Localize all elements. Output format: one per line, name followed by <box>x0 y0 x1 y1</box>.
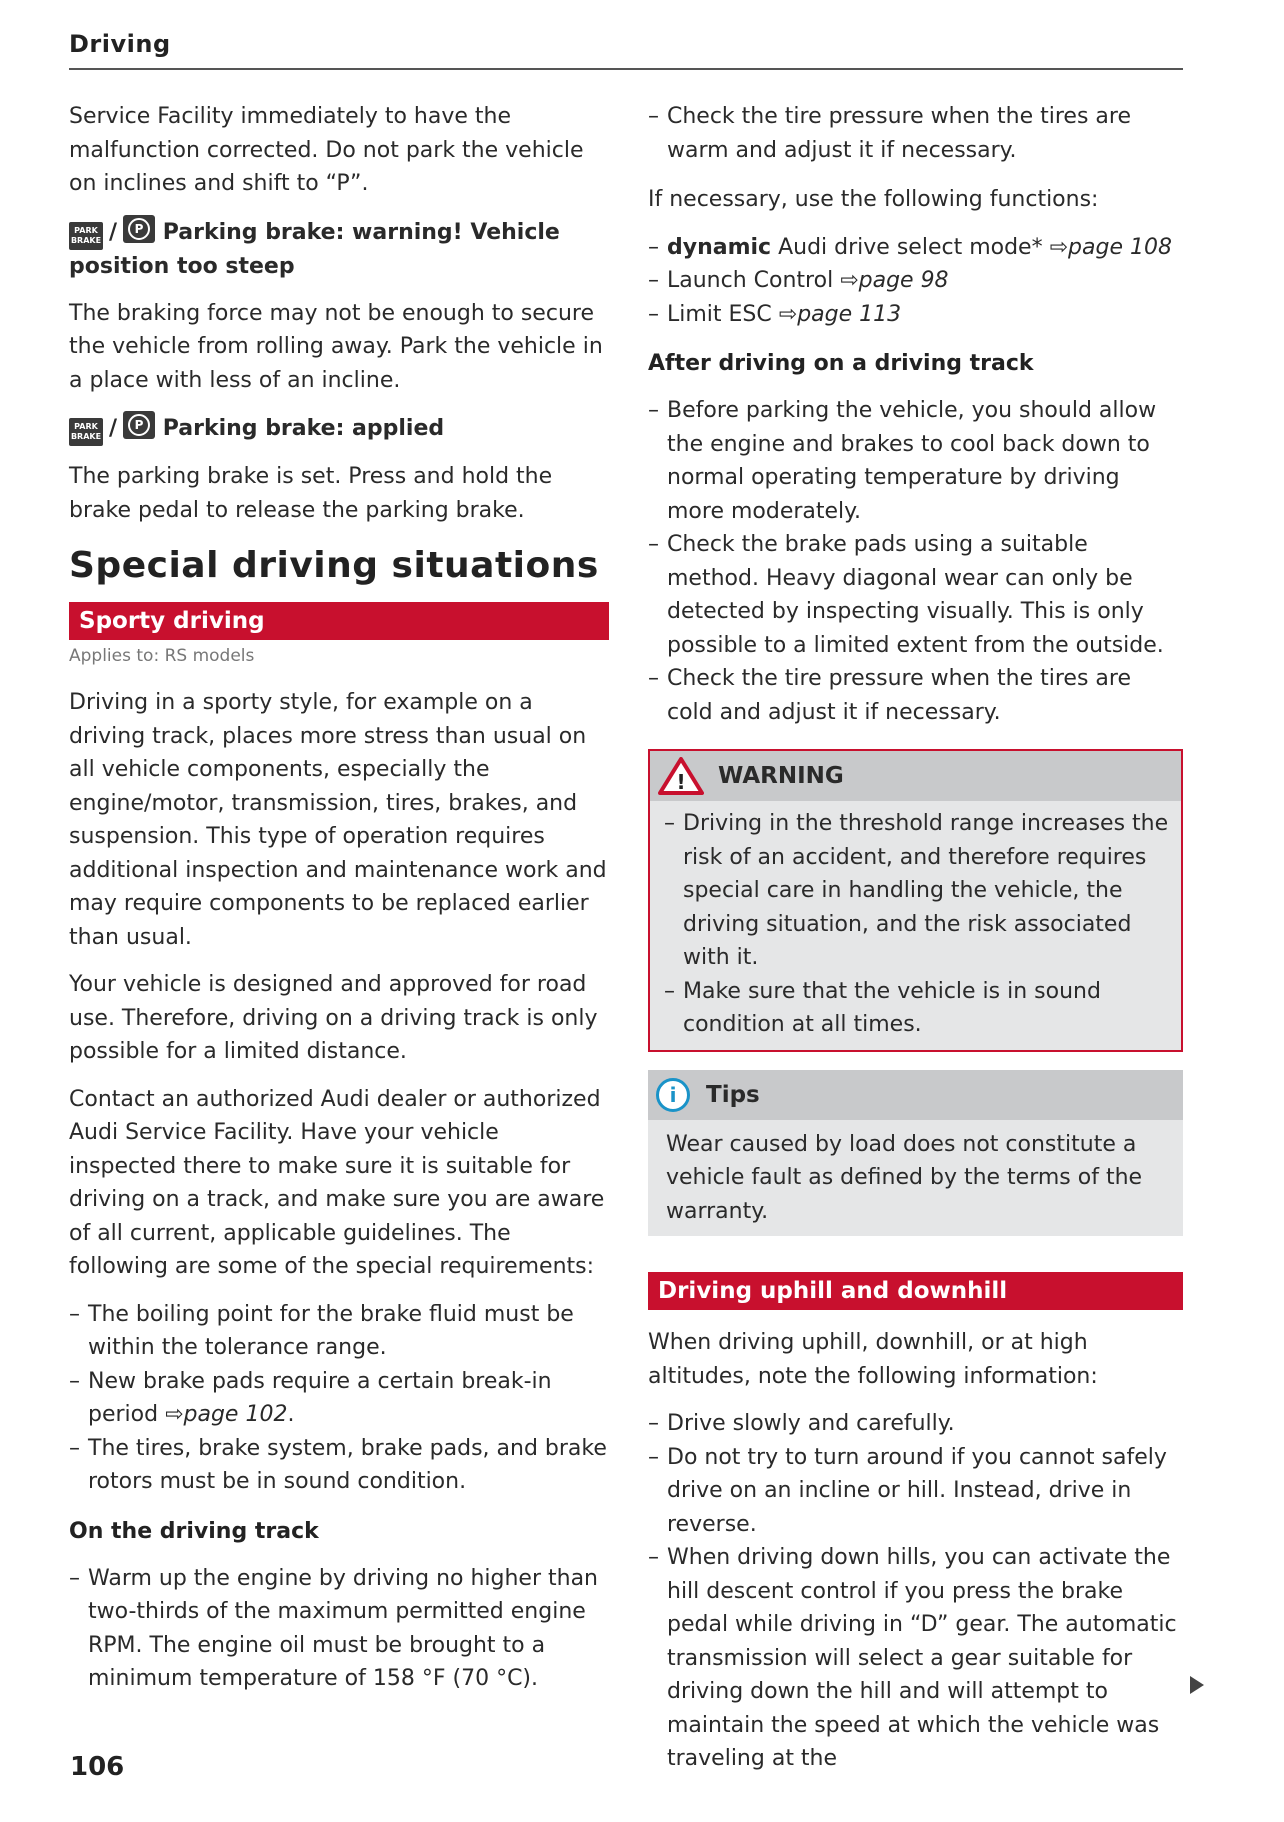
page-header-title: Driving <box>69 30 171 58</box>
tips-box <box>648 1070 1183 1237</box>
warning-list <box>664 807 1169 1042</box>
tips-header <box>648 1070 1183 1120</box>
list-item <box>69 1365 609 1432</box>
fn-text: Launch Control <box>667 268 841 293</box>
fn-text: Audi drive select mode* <box>771 234 1050 260</box>
parking-circle-icon <box>123 215 155 243</box>
list-item: – Check the tire pressure when the tires are cold and adjust it if necessary. <box>648 662 1183 729</box>
uphill-list <box>648 1407 1183 1776</box>
parking-warning-paragraph: The braking force may not be enough to secure the vehicle from rolling away. Park the vehicle in a place with less of an incline. <box>69 300 603 393</box>
warning-body <box>650 801 1181 1050</box>
tips-body: Wear caused by load does not constitute a vehicle fault as defined by the terms of the warranty. <box>648 1120 1183 1237</box>
parking-circle-icon <box>123 411 155 439</box>
list-item: – Warm up the engine by driving no higher than two-thirds of the maximum permitted engine RPM. The engine oil must be brought to a minimum temperature of 158 °F (70 °C). <box>69 1562 609 1696</box>
parking-applied-heading <box>69 411 609 446</box>
info-icon: i <box>656 1078 690 1112</box>
sporty-paragraph-1: Driving in a sporty style, for example on a driving track, places more stress than usual on all vehicle components, especially the engine/motor, transmission, tires, brakes, and suspension. This type of operation requires additional inspection and maintenance work and may require components to be replaced earlier than usual. <box>69 690 607 950</box>
parking-circle-letter: P <box>128 218 150 240</box>
section-title: Special driving situations <box>69 545 599 586</box>
list-item: – When driving down hills, you can activate the hill descent control if you press the brake pedal while driving in “D” gear. The automatic transmission will select a gear suitable for driving down the hill and will attempt to maintain the speed at which the vehicle was traveling at the <box>648 1541 1183 1776</box>
warning-header <box>650 751 1181 801</box>
fn-text: Limit ESC <box>667 301 779 327</box>
park-brake-icon: PARK BRAKE <box>69 418 103 446</box>
list-item: – Check the brake pads using a suitable method. Heavy diagonal wear can only be detected by inspecting visually. This is only possible to a limited extent from the outside. <box>648 528 1183 662</box>
driving-track-list <box>69 1562 609 1696</box>
req-end: . <box>287 1402 295 1427</box>
functions-intro: If necessary, use the following functions: <box>648 187 1099 212</box>
continue-arrow-icon <box>1190 1676 1204 1694</box>
page-reference-link[interactable]: page 98 <box>858 268 949 293</box>
parking-warning-heading <box>69 215 609 283</box>
warning-title: WARNING <box>718 763 844 789</box>
requirements-list <box>69 1298 609 1499</box>
parking-circle-letter: P <box>128 414 150 436</box>
left-column <box>69 100 609 1712</box>
page-ref-arrow-icon: ⇨ <box>165 1402 184 1427</box>
page-ref-arrow-icon: ⇨ <box>1049 234 1069 260</box>
warning-exclamation: ! <box>676 770 686 794</box>
uphill-downhill-bar: Driving uphill and downhill <box>648 1272 1183 1310</box>
page-ref-arrow-icon: ⇨ <box>840 268 859 293</box>
driving-track-heading: On the driving track <box>69 1518 319 1544</box>
list-item: – Drive slowly and carefully. <box>648 1407 1183 1441</box>
list-item <box>648 298 1183 332</box>
applies-to-note: Applies to: RS models <box>69 646 255 666</box>
page-number: 106 <box>70 1752 125 1782</box>
list-item: – Driving in the threshold range increases the risk of an accident, and therefore requires special care in handling the vehicle, the driving situation, and the risk associated with it. <box>664 807 1169 975</box>
page-reference-link[interactable]: page 102 <box>183 1402 288 1427</box>
tips-title: Tips <box>706 1081 760 1108</box>
parking-warning-heading-text: Parking brake: warning! Vehicle position too steep <box>69 219 560 279</box>
sporty-paragraph-2: Your vehicle is designed and approved for road use. Therefore, driving on a driving track is only possible for a limited distance. <box>69 972 598 1064</box>
list-item: – The tires, brake system, brake pads, and brake rotors must be in sound condition. <box>69 1432 609 1499</box>
sporty-driving-bar: Sporty driving <box>69 602 609 640</box>
park-brake-icon: PARK BRAKE <box>69 222 103 250</box>
after-track-heading: After driving on a driving track <box>648 351 1034 376</box>
continued-list <box>648 100 1183 167</box>
list-item: – Check the tire pressure when the tires are warm and adjust it if necessary. <box>648 100 1183 167</box>
req-text: New brake pads require a certain break-in period <box>88 1368 552 1427</box>
icon-separator: / <box>109 416 118 441</box>
list-item: – The boiling point for the brake fluid must be within the tolerance range. <box>69 1298 609 1365</box>
functions-list <box>648 231 1183 332</box>
sporty-paragraph-3: Contact an authorized Audi dealer or authorized Audi Service Facility. Have your vehicle inspected there to make sure it is suitable for driving on a track, and make sure you are aware of all current, applicable guidelines. The following are some of the special requirements: <box>69 1086 605 1279</box>
parking-applied-paragraph: The parking brake is set. Press and hold the brake pedal to release the parking brake. <box>69 464 553 523</box>
list-item: – Before parking the vehicle, you should allow the engine and brakes to cool back down to normal operating temperature by driving more moderately. <box>648 394 1183 528</box>
header-divider <box>69 68 1183 70</box>
page-reference-link[interactable]: page 113 <box>797 301 902 327</box>
list-item <box>648 264 1183 298</box>
page-ref-arrow-icon: ⇨ <box>778 301 798 327</box>
list-item <box>648 231 1183 265</box>
page-reference-link[interactable]: page 108 <box>1068 234 1172 260</box>
right-column <box>648 100 1183 1792</box>
icon-separator: / <box>109 219 118 245</box>
warning-triangle-icon <box>658 757 704 795</box>
uphill-intro: When driving uphill, downhill, or at high altitudes, note the following information: <box>648 1330 1098 1389</box>
list-item: – Do not try to turn around if you cannot safely drive on an incline or hill. Instead, drive in reverse. <box>648 1441 1183 1542</box>
warning-box <box>648 749 1183 1052</box>
list-item: – Make sure that the vehicle is in sound condition at all times. <box>664 975 1169 1042</box>
parking-applied-heading-text: Parking brake: applied <box>162 416 445 441</box>
dynamic-label: dynamic <box>667 234 772 260</box>
after-track-list <box>648 394 1183 729</box>
intro-paragraph: Service Facility immediately to have the malfunction corrected. Do not park the vehicle on inclines and shift to “P”. <box>69 104 584 196</box>
